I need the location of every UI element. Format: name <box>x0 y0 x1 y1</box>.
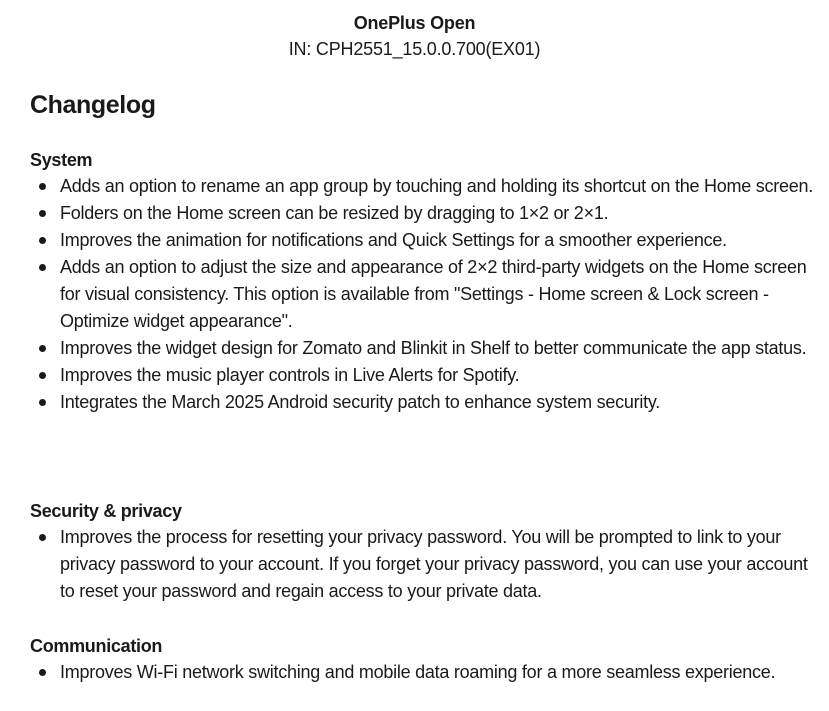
bullet-icon <box>39 345 46 352</box>
item-list <box>30 524 820 605</box>
list-item <box>30 254 820 335</box>
list-item-text: Adds an option to rename an app group by touching and holding its shortcut on the Home screen. <box>60 176 814 196</box>
section-title: System <box>30 150 93 170</box>
list-item-text: Integrates the March 2025 Android security patch to enhance system security. <box>60 392 660 412</box>
bullet-icon <box>39 183 46 190</box>
section-title: Communication <box>30 636 163 656</box>
section-security-privacy <box>30 498 820 605</box>
item-list <box>30 173 820 416</box>
list-item <box>30 659 820 686</box>
bullet-icon <box>39 210 46 217</box>
list-item <box>30 173 820 200</box>
bullet-icon <box>39 372 46 379</box>
list-item <box>30 200 820 227</box>
bullet-icon <box>39 399 46 406</box>
list-item <box>30 524 820 605</box>
device-name: OnePlus Open <box>353 13 476 33</box>
bullet-icon <box>39 237 46 244</box>
list-item-text: Improves the animation for notifications and Quick Settings for a smoother experience. <box>60 230 727 250</box>
item-list <box>30 659 820 686</box>
bullet-icon <box>39 264 46 271</box>
list-item <box>30 389 820 416</box>
list-item-text: Improves the music player controls in Live Alerts for Spotify. <box>60 365 520 385</box>
list-item-text: Folders on the Home screen can be resized by dragging to 1×2 or 2×1. <box>60 203 609 223</box>
list-item-text: Improves the widget design for Zomato and Blinkit in Shelf to better communicate the app status. <box>60 338 807 358</box>
list-item <box>30 362 820 389</box>
section-title: Security & privacy <box>30 501 182 521</box>
page-header <box>0 10 829 62</box>
changelog-title: Changelog <box>30 91 156 119</box>
section-communication <box>30 633 820 686</box>
bullet-icon <box>39 669 46 676</box>
list-item-text: Adds an option to adjust the size and appearance of 2×2 third-party widgets on the Home screen for visual consistency. This option is available from "Settings - Home screen & Lock screen - Optimize widget appearance". <box>60 257 807 331</box>
list-item-text: Improves the process for resetting your privacy password. You will be prompted to link to your privacy password to your account. If you forget your privacy password, you can use your account to reset your password and regain access to your private data. <box>60 527 808 601</box>
build-id: IN: CPH2551_15.0.0.700(EX01) <box>288 39 541 59</box>
list-item <box>30 335 820 362</box>
bullet-icon <box>39 534 46 541</box>
list-item <box>30 227 820 254</box>
section-system <box>30 147 820 416</box>
list-item-text: Improves Wi-Fi network switching and mobile data roaming for a more seamless experience. <box>60 662 776 682</box>
